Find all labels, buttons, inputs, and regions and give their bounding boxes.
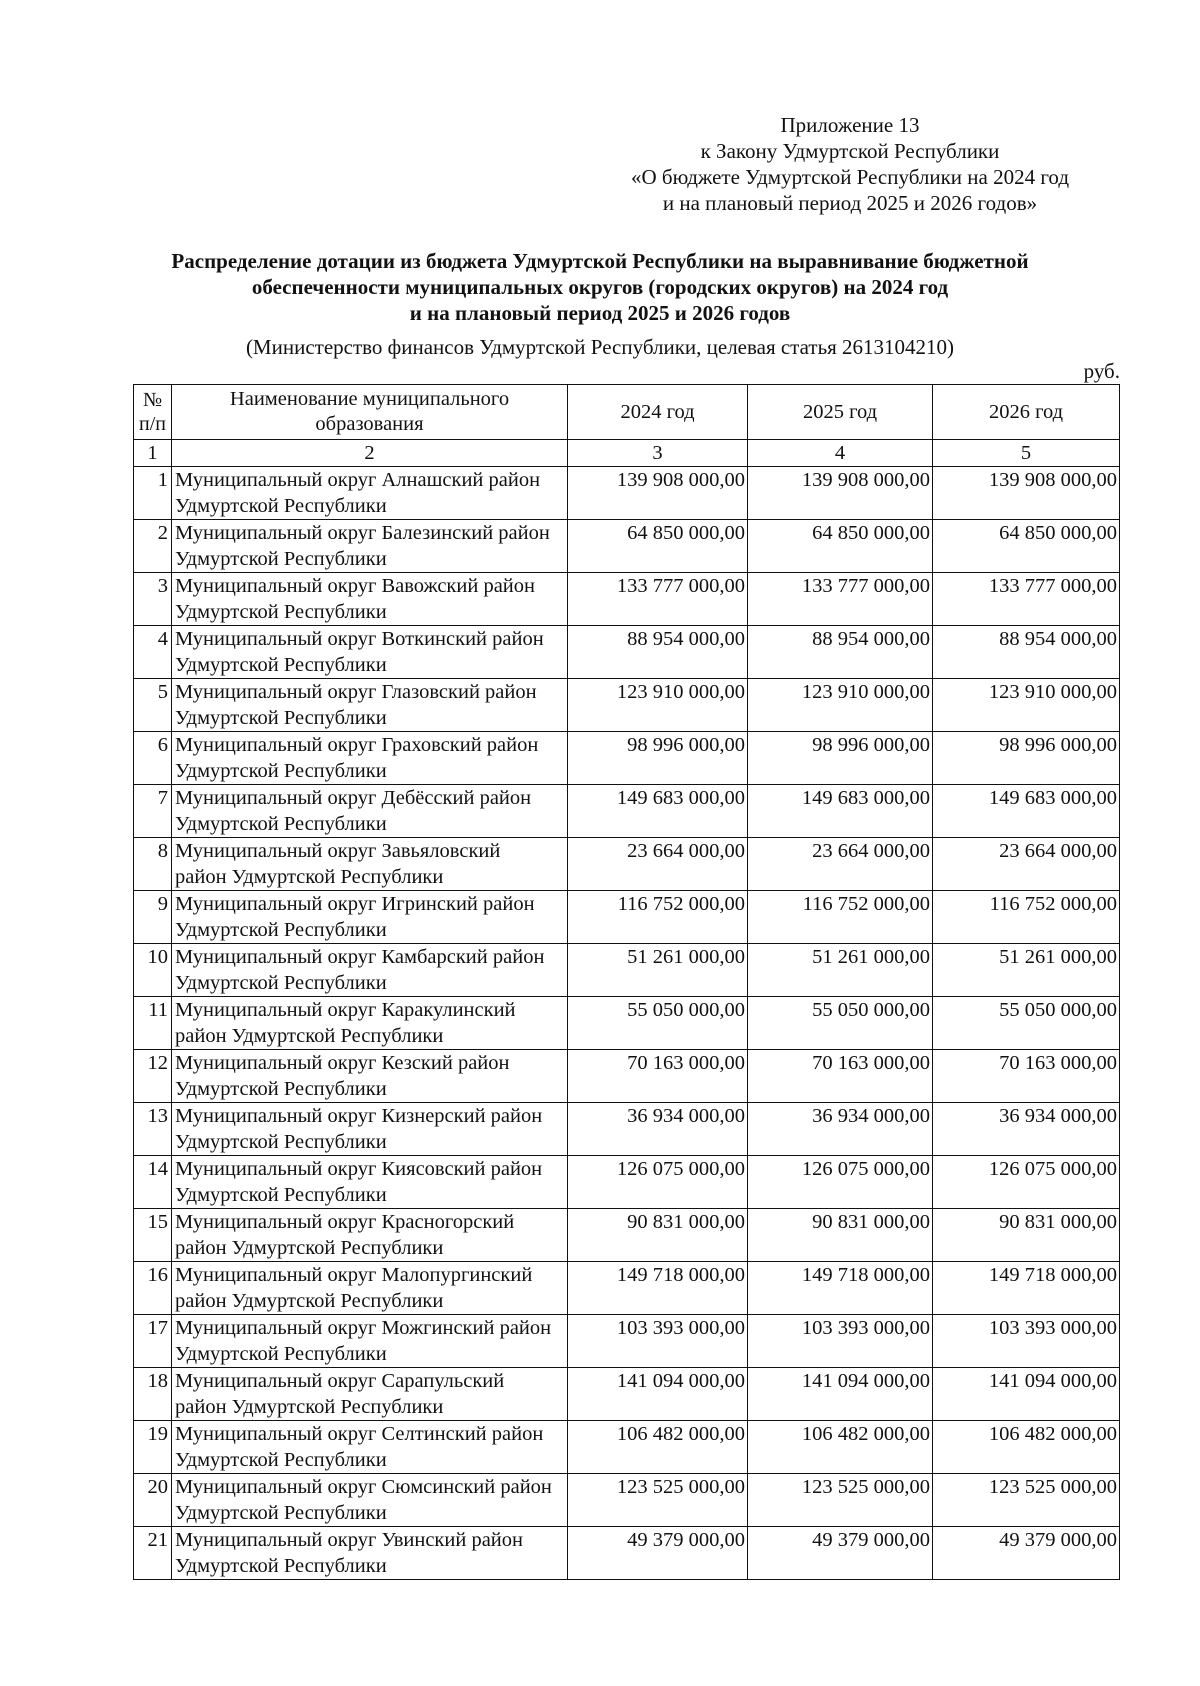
municipality-name-line-1: Муниципальный округ Балезинский район [175,522,550,544]
amount-2025: 90 831 000,00 [748,1209,933,1262]
amount-2025: 123 525 000,00 [748,1474,933,1527]
amount-2025: 141 094 000,00 [748,1368,933,1421]
amount-2024: 36 934 000,00 [568,1103,748,1156]
amount-2025: 51 261 000,00 [748,944,933,997]
municipality-name-line-2: Удмуртской Республики [175,1343,387,1365]
amount-2024: 149 683 000,00 [568,785,748,838]
amount-2026: 36 934 000,00 [933,1103,1120,1156]
amount-2024: 103 393 000,00 [568,1315,748,1368]
table-body [134,385,1120,1580]
amount-2025: 149 718 000,00 [748,1262,933,1315]
municipality-name-line-1: Муниципальный округ Граховский район [175,734,539,756]
municipality-name [172,891,568,944]
row-number: 20 [134,1474,172,1527]
column-number: 5 [933,440,1120,467]
column-number-row [134,440,1120,467]
table-row [134,997,1120,1050]
appendix-heading [610,112,1090,216]
municipality-name [172,1474,568,1527]
municipality-name-line-2: Удмуртской Республики [175,1502,387,1524]
amount-2024: 126 075 000,00 [568,1156,748,1209]
municipality-name-line-2: Удмуртской Республики [175,1078,387,1100]
subsidy-table [133,384,1120,1580]
table-row [134,1103,1120,1156]
municipality-name [172,573,568,626]
municipality-name [172,944,568,997]
amount-2025: 126 075 000,00 [748,1156,933,1209]
municipality-name [172,732,568,785]
municipality-name-line-1: Муниципальный округ Увинский район [175,1529,523,1551]
municipality-name [172,1368,568,1421]
table-row [134,891,1120,944]
row-number: 14 [134,1156,172,1209]
municipality-name-line-2: район Удмуртской Республики [175,1237,444,1259]
row-number: 16 [134,1262,172,1315]
header-2026: 2026 год [933,385,1120,440]
municipality-name-line-2: район Удмуртской Республики [175,1290,444,1312]
header-name [172,385,568,440]
amount-2026: 103 393 000,00 [933,1315,1120,1368]
row-number: 8 [134,838,172,891]
municipality-name-line-1: Муниципальный округ Игринский район [175,893,535,915]
amount-2024: 55 050 000,00 [568,997,748,1050]
municipality-name-line-2: Удмуртской Республики [175,1449,387,1471]
row-number: 19 [134,1421,172,1474]
amount-2024: 123 910 000,00 [568,679,748,732]
municipality-name [172,467,568,520]
row-number: 11 [134,997,172,1050]
municipality-name [172,679,568,732]
amount-2026: 106 482 000,00 [933,1421,1120,1474]
municipality-name-line-2: Удмуртской Республики [175,813,387,835]
title-line-2: обеспеченности муниципальных округов (городских округов) на 2024 год [251,275,949,299]
amount-2024: 141 094 000,00 [568,1368,748,1421]
header-2025: 2025 год [748,385,933,440]
municipality-name [172,997,568,1050]
municipality-name-line-1: Муниципальный округ Кизнерский район [175,1105,543,1127]
amount-2026: 90 831 000,00 [933,1209,1120,1262]
amount-2024: 106 482 000,00 [568,1421,748,1474]
table-row [134,573,1120,626]
column-number: 1 [134,440,172,467]
municipality-name-line-2: Удмуртской Республики [175,707,387,729]
table-row [134,1209,1120,1262]
municipality-name [172,1050,568,1103]
table-row [134,1474,1120,1527]
municipality-name-line-2: район Удмуртской Республики [175,1025,444,1047]
amount-2026: 70 163 000,00 [933,1050,1120,1103]
municipality-name [172,838,568,891]
header-name-line-1: Наименование муниципального [229,388,510,410]
municipality-name-line-2: Удмуртской Республики [175,1184,387,1206]
municipality-name-line-1: Муниципальный округ Алнашский район [175,469,541,491]
row-number: 18 [134,1368,172,1421]
appendix-law-title-2: и на плановый период 2025 и 2026 годов» [662,191,1038,215]
amount-2024: 64 850 000,00 [568,520,748,573]
amount-2024: 90 831 000,00 [568,1209,748,1262]
amount-2026: 123 525 000,00 [933,1474,1120,1527]
document-subtitle: (Министерство финансов Удмуртской Республики, целевая статья 2613104210) [245,335,955,359]
municipality-name-line-1: Муниципальный округ Малопургинский [175,1264,533,1286]
amount-2026: 88 954 000,00 [933,626,1120,679]
municipality-name-line-1: Муниципальный округ Вавожский район [175,575,536,597]
table-row [134,626,1120,679]
table-row [134,1527,1120,1580]
row-number: 9 [134,891,172,944]
row-number: 13 [134,1103,172,1156]
table-row [134,1421,1120,1474]
municipality-name [172,1315,568,1368]
row-number: 6 [134,732,172,785]
municipality-name-line-2: Удмуртской Республики [175,1555,387,1577]
table-row [134,1368,1120,1421]
amount-2025: 116 752 000,00 [748,891,933,944]
municipality-name [172,1103,568,1156]
municipality-name-line-1: Муниципальный округ Завьяловский [175,840,501,862]
municipality-name-line-1: Муниципальный округ Сюмсинский район [175,1476,552,1498]
amount-2026: 23 664 000,00 [933,838,1120,891]
header-number-line-2: п/п [139,413,166,435]
header-2024: 2024 год [568,385,748,440]
header-number [134,385,172,440]
municipality-name [172,1209,568,1262]
municipality-name-line-1: Муниципальный округ Дебёсский район [175,787,532,809]
municipality-name-line-2: Удмуртской Республики [175,548,387,570]
amount-2026: 123 910 000,00 [933,679,1120,732]
municipality-name-line-2: район Удмуртской Республики [175,866,444,888]
municipality-name-line-2: Удмуртской Республики [175,654,387,676]
municipality-name-line-2: Удмуртской Республики [175,919,387,941]
row-number: 10 [134,944,172,997]
municipality-name [172,626,568,679]
appendix-number: Приложение 13 [780,113,920,137]
table-header-row [134,385,1120,440]
row-number: 21 [134,1527,172,1580]
amount-2026: 51 261 000,00 [933,944,1120,997]
municipality-name-line-1: Муниципальный округ Глазовский район [175,681,537,703]
amount-2026: 133 777 000,00 [933,573,1120,626]
amount-2026: 149 683 000,00 [933,785,1120,838]
amount-2025: 36 934 000,00 [748,1103,933,1156]
amount-2025: 64 850 000,00 [748,520,933,573]
row-number: 3 [134,573,172,626]
row-number: 2 [134,520,172,573]
municipality-name [172,1262,568,1315]
municipality-name-line-2: Удмуртской Республики [175,972,387,994]
amount-2024: 88 954 000,00 [568,626,748,679]
table-row [134,467,1120,520]
amount-2024: 123 525 000,00 [568,1474,748,1527]
municipality-name-line-2: Удмуртской Республики [175,760,387,782]
municipality-name-line-1: Муниципальный округ Можгинский район [175,1317,552,1339]
municipality-name-line-2: район Удмуртской Республики [175,1396,444,1418]
row-number: 17 [134,1315,172,1368]
amount-2026: 139 908 000,00 [933,467,1120,520]
table-row [134,520,1120,573]
amount-2025: 149 683 000,00 [748,785,933,838]
amount-2026: 126 075 000,00 [933,1156,1120,1209]
municipality-name-line-1: Муниципальный округ Селтинский район [175,1423,544,1445]
municipality-name-line-1: Муниципальный округ Киясовский район [175,1158,543,1180]
column-number: 3 [568,440,748,467]
amount-2025: 106 482 000,00 [748,1421,933,1474]
amount-2025: 55 050 000,00 [748,997,933,1050]
municipality-name [172,785,568,838]
amount-2026: 116 752 000,00 [933,891,1120,944]
amount-2025: 88 954 000,00 [748,626,933,679]
amount-2025: 70 163 000,00 [748,1050,933,1103]
header-name-line-2: образования [315,413,424,435]
amount-2026: 49 379 000,00 [933,1527,1120,1580]
table-row [134,732,1120,785]
municipality-name-line-1: Муниципальный округ Кезский район [175,1052,510,1074]
amount-2025: 23 664 000,00 [748,838,933,891]
amount-2026: 55 050 000,00 [933,997,1120,1050]
row-number: 7 [134,785,172,838]
amount-2024: 49 379 000,00 [568,1527,748,1580]
amount-2026: 149 718 000,00 [933,1262,1120,1315]
amount-2025: 98 996 000,00 [748,732,933,785]
column-number: 4 [748,440,933,467]
amount-2026: 98 996 000,00 [933,732,1120,785]
amount-2026: 64 850 000,00 [933,520,1120,573]
appendix-law-title-1: «О бюджете Удмуртской Республики на 2024 год [630,165,1070,189]
amount-2024: 51 261 000,00 [568,944,748,997]
municipality-name-line-1: Муниципальный округ Красногорский [175,1211,515,1233]
amount-2024: 139 908 000,00 [568,467,748,520]
row-number: 1 [134,467,172,520]
table-row [134,944,1120,997]
row-number: 12 [134,1050,172,1103]
row-number: 5 [134,679,172,732]
header-number-line-1: № [142,389,163,411]
document-title [150,248,1050,326]
municipality-name-line-1: Муниципальный округ Каракулинский [175,999,516,1021]
municipality-name-line-2: Удмуртской Республики [175,1131,387,1153]
table-row [134,679,1120,732]
amount-2025: 103 393 000,00 [748,1315,933,1368]
amount-2024: 116 752 000,00 [568,891,748,944]
municipality-name-line-1: Муниципальный округ Сарапульский [175,1370,505,1392]
table-row [134,838,1120,891]
row-number: 15 [134,1209,172,1262]
municipality-name-line-1: Муниципальный округ Воткинский район [175,628,544,650]
municipality-name [172,1156,568,1209]
municipality-name-line-1: Муниципальный округ Камбарский район [175,946,545,968]
municipality-name-line-2: Удмуртской Республики [175,601,387,623]
table-row [134,1050,1120,1103]
table-row [134,785,1120,838]
amount-2024: 98 996 000,00 [568,732,748,785]
table-row [134,1156,1120,1209]
municipality-name [172,1421,568,1474]
title-line-1: Распределение дотации из бюджета Удмуртской Республики на выравнивание бюджетной [171,249,1029,273]
title-line-3: и на плановый период 2025 и 2026 годов [409,301,791,325]
amount-2024: 133 777 000,00 [568,573,748,626]
amount-2024: 70 163 000,00 [568,1050,748,1103]
amount-2024: 23 664 000,00 [568,838,748,891]
amount-2025: 139 908 000,00 [748,467,933,520]
amount-2025: 49 379 000,00 [748,1527,933,1580]
table-row [134,1262,1120,1315]
amount-2024: 149 718 000,00 [568,1262,748,1315]
amount-2025: 123 910 000,00 [748,679,933,732]
appendix-law-reference: к Закону Удмуртской Республики [700,139,1000,163]
row-number: 4 [134,626,172,679]
column-number: 2 [172,440,568,467]
municipality-name [172,1527,568,1580]
municipality-name-line-2: Удмуртской Республики [175,495,387,517]
municipality-name [172,520,568,573]
amount-2026: 141 094 000,00 [933,1368,1120,1421]
amount-2025: 133 777 000,00 [748,573,933,626]
table-row [134,1315,1120,1368]
currency-unit: руб. [1083,359,1120,383]
